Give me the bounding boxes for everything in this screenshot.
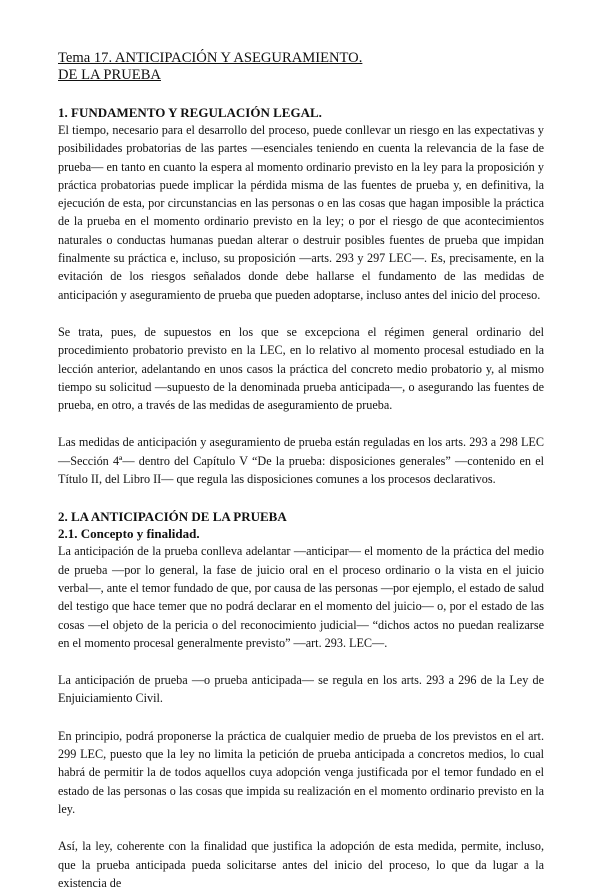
section-2-1-subheading: 2.1. Concepto y finalidad. [58, 526, 200, 542]
document-page [58, 50, 544, 892]
section-1-paragraph-3: Las medidas de anticipación y aseguramiento de prueba están reguladas en los arts. 293 a 298 LEC —Sección 4ª— dentro del Capítulo V “De la prueba: disposiciones generales” —contenido en el Título II, del Libro II— que regula las disposiciones comunes a los procesos declarativos. [58, 435, 544, 487]
section-2-paragraph-3: En principio, podrá proponerse la práctica de cualquier medio de prueba de los previstos en el art. 299 LEC, puesto que la ley no limita la petición de prueba anticipada a concretos medios, lo cual habrá de permitir la de todos aquellos cuya adopción venga justificada por el temor fundado en el estado de las personas o las cosas que impida su realización en el momento ordinario previsto en la ley. [58, 728, 544, 816]
section-1-paragraph-2: Se trata, pues, de supuestos en los que se excepciona el régimen general ordinario del procedimiento probatorio previsto en la LEC, en lo relativo al momento procesal estudiado en la lección anterior, adelantando en unos casos la práctica del concreto medio probatorio y, al mismo tiempo su solicitud —supuesto de la denominada prueba anticipada—, o asegurando las fuentes de prueba, en otro, a través de las medidas de aseguramiento de prueba. [58, 324, 544, 413]
section-1-heading: 1. FUNDAMENTO Y REGULACIÓN LEGAL. [58, 105, 322, 120]
section-2-paragraph-4: Así, la ley, coherente con la finalidad que justifica la adopción de esta medida, permite, incluso, que la prueba anticipada pueda solicitarse antes del inicio del proceso, lo que da lugar a la existencia de [58, 839, 544, 890]
section-2-heading: 2. LA ANTICIPACIÓN DE LA PRUEBA [58, 509, 287, 525]
section-2-paragraph-1: La anticipación de la prueba conlleva adelantar —anticipar— el momento de la práctica del medio de prueba —por lo general, la fase de juicio oral en el proceso ordinario o la vista en el juicio verbal—, ante el temor fundado de que, por causa de las personas —por ejemplo, el estado de salud del testigo que hace temer que no podrá declarar en el momento del juicio— o, por el estado de las cosas —el objeto de la pericia o del reconocimiento judicial— “dichos actos no puedan realizarse en el momento procesal generalmente previsto” —art. 293. LEC—. [58, 544, 544, 650]
document-title-line-1: Tema 17. ANTICIPACIÓN Y ASEGURAMIENTO. [58, 50, 363, 66]
section-2-paragraph-2: La anticipación de prueba —o prueba anticipada— se regula en los arts. 293 a 296 de la Ley de Enjuiciamiento Civil. [58, 673, 544, 706]
document-title [58, 50, 544, 84]
section-1-paragraph-1: El tiempo, necesario para el desarrollo del proceso, puede conllevar un riesgo en las expectativas y posibilidades probatorias de las partes —esenciales teniendo en cuenta la relevancia de la fase de prueba— en tanto en cuanto la espera al momento ordinario previsto en la ley para la proposición y práctica probatorias puede implicar la pérdida misma de las fuentes de prueba y, en definitiva, la ejecución de esta, por circunstancias en las personas o en las cosas que hagan imposible la práctica de la prueba en el momento ordinario previsto en la ley; o por el riesgo de que acontecimientos naturales o conductas humanas puedan alterar o destruir posibles fuentes de prueba que impidan finalmente su práctica e, incluso, su proposición —arts. 293 y 297 LEC—. Es, precisamente, en la evitación de los riesgos señalados donde debe hallarse el fundamento de las medidas de anticipación y aseguramiento de prueba que pueden adoptarse, incluso antes del inicio del proceso. [58, 123, 544, 302]
document-title-line-2: DE LA PRUEBA [58, 67, 161, 83]
